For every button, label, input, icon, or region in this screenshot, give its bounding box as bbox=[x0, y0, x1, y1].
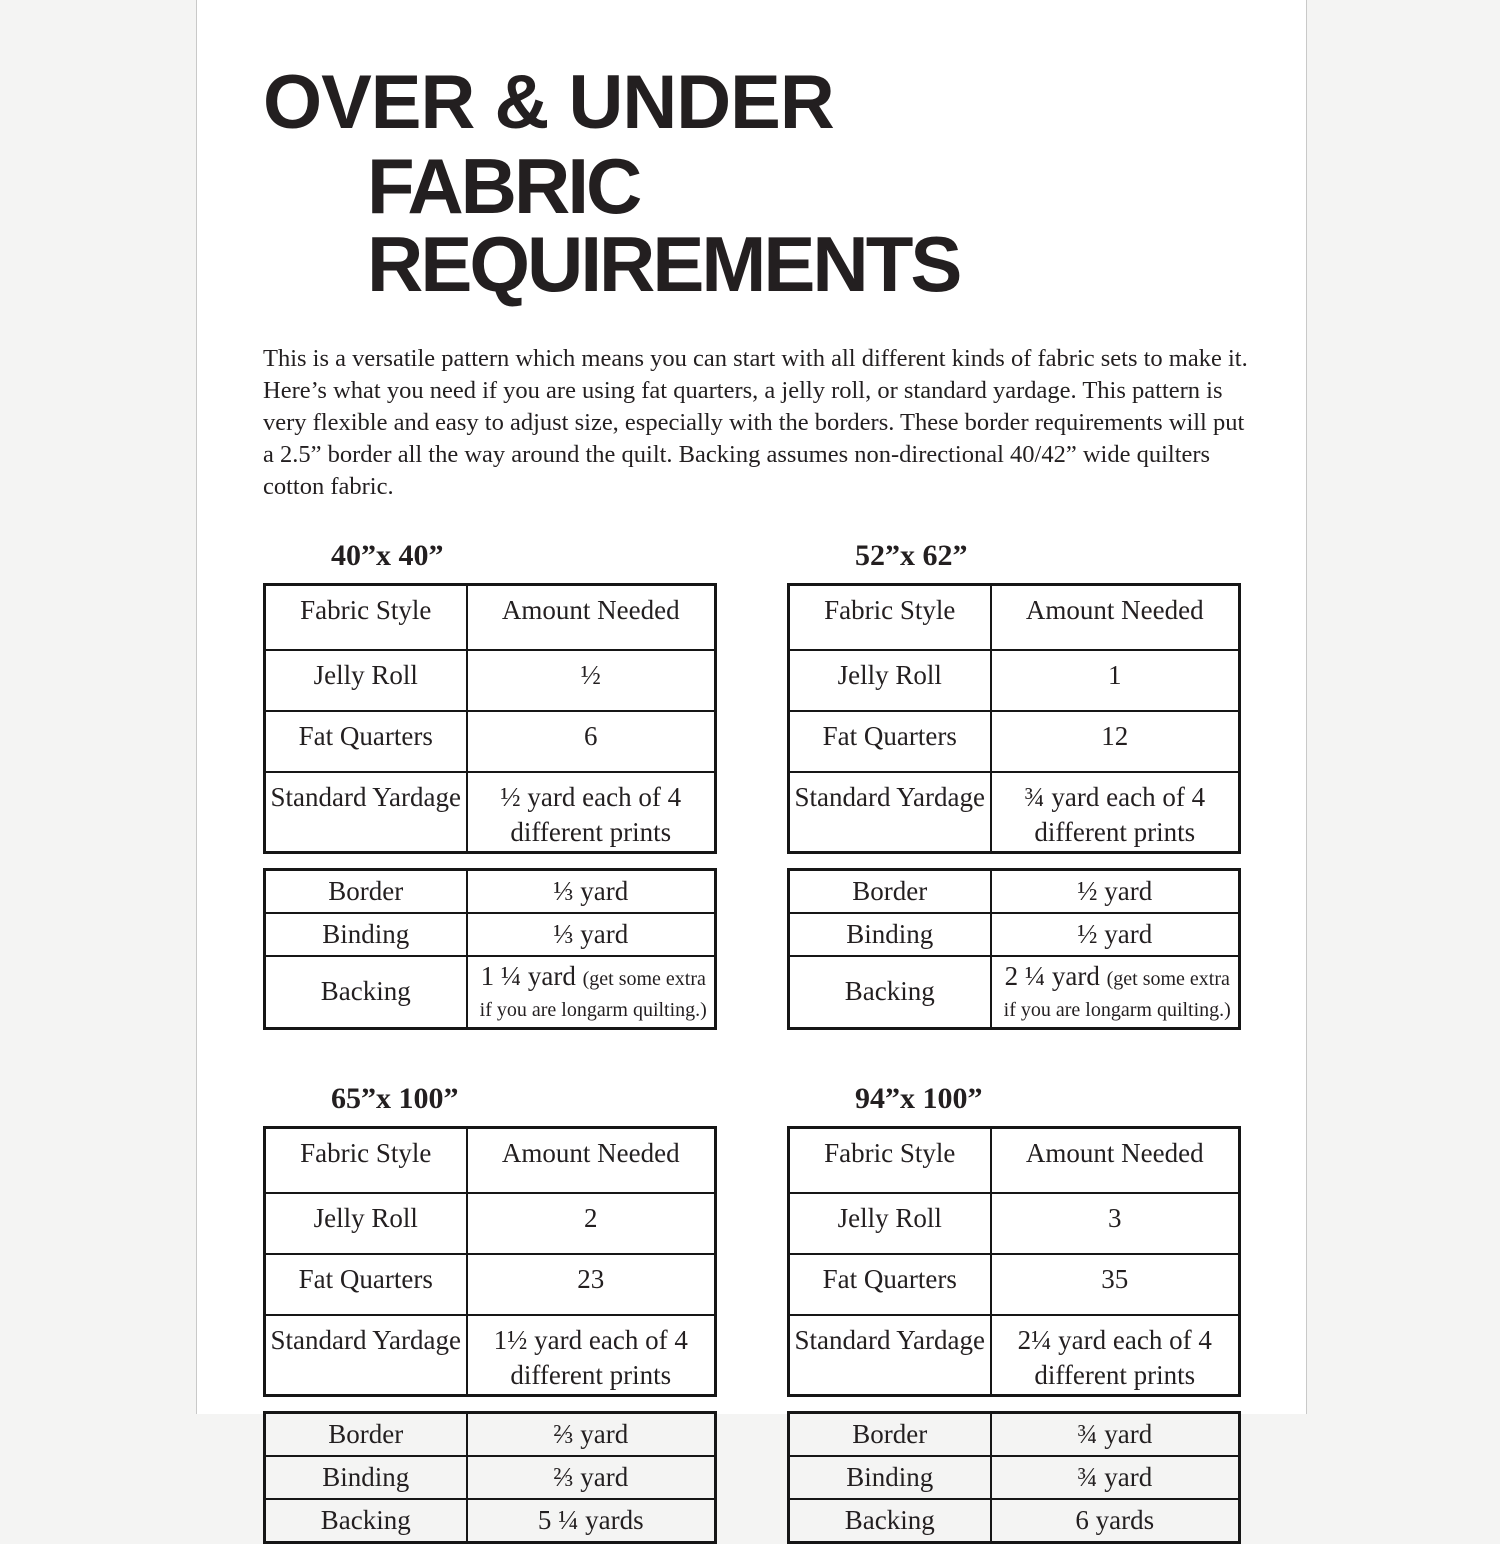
amount-cell: 3 bbox=[991, 1193, 1240, 1254]
extra-value-cell: 6 yards bbox=[991, 1499, 1240, 1543]
amount-cell: 1½ yard each of 4 different prints bbox=[467, 1315, 716, 1396]
extra-label-cell: Border bbox=[265, 869, 467, 913]
intro-paragraph: This is a versatile pattern which means you can start with all different kinds of fabric sets to make it. Here’s what you need if you are using fat quarters, a jelly roll, or standard yardage. This pattern is very flexible and easy to adjust size, especially with the borders. These border requirements will put a 2.5” border all the way around the quilt. Backing assumes non-directional 40/42” wide quilters cotton fabric. bbox=[263, 345, 1248, 500]
table-header-row bbox=[265, 584, 716, 650]
size-heading: 65”x 100” bbox=[331, 1081, 459, 1115]
extras-table bbox=[787, 868, 1241, 1030]
col-header-amount-needed: Amount Needed bbox=[467, 584, 716, 650]
table-row bbox=[789, 1499, 1240, 1543]
table-row bbox=[789, 913, 1240, 956]
backing-note: (get some extra if you are longarm quilting.) bbox=[479, 967, 707, 1021]
size-heading: 94”x 100” bbox=[855, 1081, 983, 1115]
extra-label-cell: Backing bbox=[789, 1499, 991, 1543]
fabric-style-cell: Fat Quarters bbox=[265, 711, 467, 772]
table-header-row bbox=[789, 584, 1240, 650]
fabric-table bbox=[263, 1126, 717, 1397]
extra-label-cell: Binding bbox=[789, 913, 991, 956]
fabric-style-cell: Jelly Roll bbox=[789, 1193, 991, 1254]
table-row bbox=[789, 1413, 1240, 1457]
extra-label-cell: Border bbox=[265, 1413, 467, 1457]
fabric-style-cell: Standard Yardage bbox=[789, 772, 991, 853]
table-row bbox=[789, 772, 1240, 853]
page-title-line1: OVER & UNDER bbox=[263, 60, 834, 146]
table-row bbox=[789, 1193, 1240, 1254]
table-row bbox=[265, 1499, 716, 1543]
amount-cell: ½ yard each of 4 different prints bbox=[467, 772, 716, 853]
table-row bbox=[789, 711, 1240, 772]
table-row bbox=[265, 1315, 716, 1396]
extra-label-cell: Backing bbox=[265, 1499, 467, 1543]
table-row bbox=[265, 869, 716, 913]
amount-cell: 23 bbox=[467, 1254, 716, 1315]
col-header-fabric-style: Fabric Style bbox=[265, 1127, 467, 1193]
backing-note: (get some extra if you are longarm quilting.) bbox=[1003, 967, 1231, 1021]
table-row bbox=[789, 1254, 1240, 1315]
fabric-style-cell: Standard Yardage bbox=[789, 1315, 991, 1396]
fabric-style-cell: Fat Quarters bbox=[789, 1254, 991, 1315]
fabric-style-cell: Standard Yardage bbox=[265, 772, 467, 853]
table-header-row bbox=[265, 1127, 716, 1193]
amount-cell: 12 bbox=[991, 711, 1240, 772]
amount-cell: 6 bbox=[467, 711, 716, 772]
size-heading: 52”x 62” bbox=[855, 538, 968, 572]
table-row bbox=[265, 650, 716, 711]
table-row bbox=[265, 1254, 716, 1315]
pattern-page bbox=[196, 0, 1307, 1536]
table-row bbox=[789, 1315, 1240, 1396]
fabric-style-cell: Standard Yardage bbox=[265, 1315, 467, 1396]
extra-value-cell: ⅓ yard bbox=[467, 869, 716, 913]
fabric-style-cell: Jelly Roll bbox=[265, 1193, 467, 1254]
amount-cell: 2 bbox=[467, 1193, 716, 1254]
table-header-row bbox=[789, 1127, 1240, 1193]
table-row bbox=[265, 1193, 716, 1254]
extra-value-cell: ⅔ yard bbox=[467, 1456, 716, 1499]
col-header-amount-needed: Amount Needed bbox=[991, 1127, 1240, 1193]
size-group-94x100 bbox=[787, 1082, 1238, 1544]
amount-cell: 1 bbox=[991, 650, 1240, 711]
backing-amount: 1 ¼ yard bbox=[480, 960, 576, 991]
extra-value-cell: ⅓ yard bbox=[467, 913, 716, 956]
extra-label-cell: Binding bbox=[789, 1456, 991, 1499]
col-header-amount-needed: Amount Needed bbox=[991, 584, 1240, 650]
size-group-40x40 bbox=[263, 539, 714, 1030]
col-header-fabric-style: Fabric Style bbox=[789, 1127, 991, 1193]
amount-cell: 2¼ yard each of 4 different prints bbox=[991, 1315, 1240, 1396]
extra-value-cell bbox=[467, 956, 716, 1029]
extra-value-cell: ½ yard bbox=[991, 913, 1240, 956]
table-row bbox=[265, 772, 716, 853]
fabric-table bbox=[787, 583, 1241, 854]
extra-label-cell: Backing bbox=[265, 956, 467, 1029]
extra-value-cell: ¾ yard bbox=[991, 1456, 1240, 1499]
extra-value-cell: ¾ yard bbox=[991, 1413, 1240, 1457]
extras-table bbox=[263, 868, 717, 1030]
fabric-style-cell: Fat Quarters bbox=[265, 1254, 467, 1315]
page-title bbox=[263, 60, 1242, 309]
fabric-table bbox=[787, 1126, 1241, 1397]
size-heading: 40”x 40” bbox=[331, 538, 444, 572]
table-row bbox=[265, 956, 716, 1029]
size-group-65x100 bbox=[263, 1082, 714, 1544]
amount-cell: 35 bbox=[991, 1254, 1240, 1315]
extra-label-cell: Border bbox=[789, 1413, 991, 1457]
table-row bbox=[265, 1456, 716, 1499]
amount-cell: ½ bbox=[467, 650, 716, 711]
extras-table bbox=[787, 1411, 1241, 1544]
table-row bbox=[265, 913, 716, 956]
backing-amount: 2 ¼ yard bbox=[1004, 960, 1100, 991]
table-row bbox=[789, 1456, 1240, 1499]
fabric-style-cell: Jelly Roll bbox=[265, 650, 467, 711]
col-header-amount-needed: Amount Needed bbox=[467, 1127, 716, 1193]
col-header-fabric-style: Fabric Style bbox=[265, 584, 467, 650]
fabric-style-cell: Jelly Roll bbox=[789, 650, 991, 711]
extra-value-cell: ½ yard bbox=[991, 869, 1240, 913]
amount-cell: ¾ yard each of 4 different prints bbox=[991, 772, 1240, 853]
extra-value-cell: ⅔ yard bbox=[467, 1413, 716, 1457]
table-row bbox=[789, 869, 1240, 913]
fabric-table bbox=[263, 583, 717, 854]
extra-label-cell: Backing bbox=[789, 956, 991, 1029]
table-row bbox=[789, 650, 1240, 711]
tables-grid bbox=[263, 539, 1242, 1544]
size-group-52x62 bbox=[787, 539, 1238, 1030]
extra-label-cell: Binding bbox=[265, 1456, 467, 1499]
fabric-style-cell: Fat Quarters bbox=[789, 711, 991, 772]
extra-value-cell bbox=[991, 956, 1240, 1029]
table-row bbox=[789, 956, 1240, 1029]
extra-value-cell: 5 ¼ yards bbox=[467, 1499, 716, 1543]
extra-label-cell: Border bbox=[789, 869, 991, 913]
page-title-line2: FABRIC REQUIREMENTS bbox=[367, 142, 960, 309]
extra-label-cell: Binding bbox=[265, 913, 467, 956]
extras-table bbox=[263, 1411, 717, 1544]
table-row bbox=[265, 711, 716, 772]
table-row bbox=[265, 1413, 716, 1457]
col-header-fabric-style: Fabric Style bbox=[789, 584, 991, 650]
